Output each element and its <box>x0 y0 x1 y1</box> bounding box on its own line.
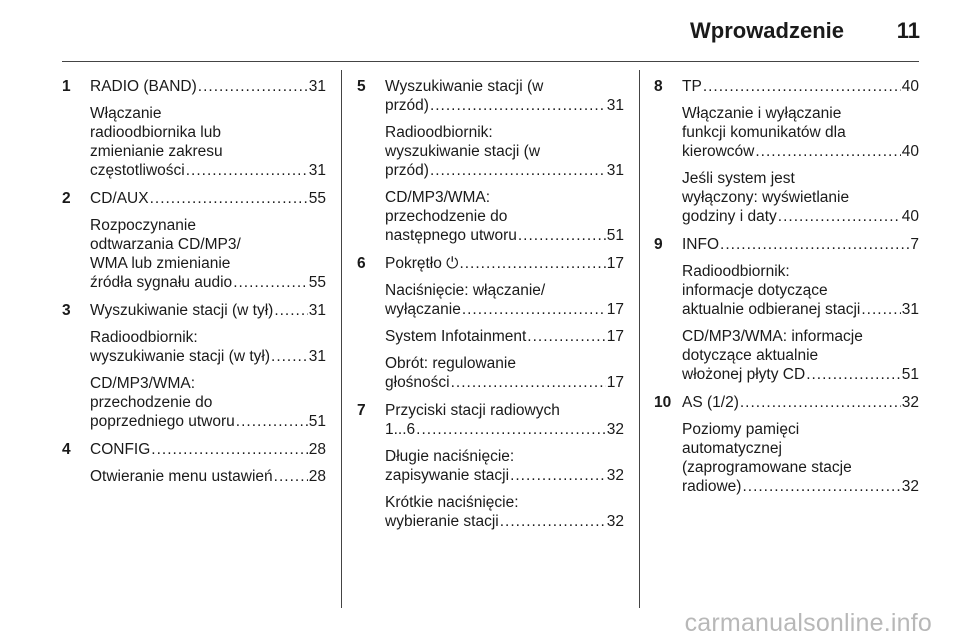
dot-leader <box>151 440 307 459</box>
dot-leader <box>755 142 900 161</box>
row-text-line: dotyczące aktualnie <box>682 347 819 364</box>
page-reference: 40 <box>901 143 919 160</box>
row-text: radiowe) <box>682 478 742 495</box>
row-text-line: Krótkie naciśnięcie: <box>385 494 519 511</box>
dot-leader <box>720 235 909 254</box>
row-text-line: Obrót: regulowanie <box>385 355 516 372</box>
row-text: wyszukiwanie stacji (w tył) <box>90 348 271 365</box>
dot-leader <box>500 512 606 531</box>
row-text-line: funkcji komunikatów dla <box>682 124 846 141</box>
page-header <box>0 0 960 60</box>
row-text: AS (1/2) <box>682 394 739 411</box>
row-text-line: Radioodbiornik: <box>385 124 493 141</box>
index-row <box>385 281 624 319</box>
row-text: aktualnie odbieranej stacji <box>682 301 861 318</box>
row-leader-line <box>385 327 624 346</box>
row-text: wybieranie stacji <box>385 513 499 530</box>
row-text-line: odtwarzania CD/MP3/ <box>90 236 241 253</box>
index-row <box>682 420 919 496</box>
index-row <box>385 354 624 392</box>
index-row <box>682 262 919 319</box>
page-reference: 31 <box>606 162 624 179</box>
index-row <box>90 440 326 459</box>
row-leader-line <box>90 347 326 366</box>
dot-leader <box>430 96 606 115</box>
dot-leader <box>459 254 605 273</box>
index-row <box>90 189 326 208</box>
row-leader-line <box>90 161 326 180</box>
page-reference: 17 <box>606 301 624 318</box>
row-text: 1...6 <box>385 421 416 438</box>
row-text: TP <box>682 78 702 95</box>
row-text-line: radioodbiornika lub <box>90 124 221 141</box>
entry-number: 8 <box>654 78 663 95</box>
dot-leader <box>274 467 308 486</box>
index-entry <box>62 77 326 180</box>
page-reference: 17 <box>606 374 624 391</box>
entry-number: 3 <box>62 302 71 319</box>
row-leader-line <box>90 189 326 208</box>
page-reference: 7 <box>910 236 919 253</box>
index-entry <box>62 301 326 431</box>
row-text-line: Rozpoczynanie <box>90 217 196 234</box>
row-text-line: Włączanie <box>90 105 162 122</box>
row-text-line: WMA lub zmienianie <box>90 255 231 272</box>
row-text: włożonej płyty CD <box>682 366 806 383</box>
watermark-text: carmanualsonline.info <box>684 609 932 637</box>
row-leader-line <box>682 365 919 384</box>
row-leader-line <box>682 235 919 254</box>
row-leader-line <box>90 412 326 431</box>
page-reference: 28 <box>308 468 326 485</box>
index-row <box>682 393 919 412</box>
row-text-line: Radioodbiornik: <box>682 263 790 280</box>
row-text-line: automatycznej <box>682 440 782 457</box>
row-text: Pokrętło ⏻ <box>385 255 459 272</box>
index-row <box>90 77 326 96</box>
index-row <box>682 77 919 96</box>
dot-leader <box>274 301 307 320</box>
page-reference: 51 <box>308 413 326 430</box>
row-text: Wyszukiwanie stacji (w tył) <box>90 302 274 319</box>
page-reference: 55 <box>308 190 326 207</box>
index-row <box>682 104 919 161</box>
row-leader-line <box>682 142 919 161</box>
row-leader-line <box>385 254 624 273</box>
index-entry <box>654 77 919 226</box>
row-leader-line <box>682 300 919 319</box>
index-row <box>385 188 624 245</box>
row-text-line: przechodzenie do <box>385 208 508 225</box>
dot-leader <box>742 477 900 496</box>
dot-leader <box>150 189 308 208</box>
index-entry <box>62 440 326 486</box>
row-leader-line <box>385 300 624 319</box>
row-text: CONFIG <box>90 441 151 458</box>
index-row <box>682 169 919 226</box>
row-text-line: wyłączony: wyświetlanie <box>682 189 850 206</box>
row-text-line: Jeśli system jest <box>682 170 795 187</box>
page-reference: 32 <box>606 467 624 484</box>
entry-number: 2 <box>62 190 71 207</box>
row-leader-line <box>385 373 624 392</box>
index-column-3 <box>654 77 919 496</box>
page-reference: 55 <box>308 274 326 291</box>
dot-leader <box>510 466 606 485</box>
page-reference: 31 <box>901 301 919 318</box>
row-leader-line <box>385 96 624 115</box>
index-row <box>385 493 624 531</box>
dot-leader <box>740 393 901 412</box>
page-reference: 32 <box>606 421 624 438</box>
entry-number: 10 <box>654 394 672 411</box>
row-text: następnego utworu <box>385 227 517 244</box>
page-reference: 32 <box>606 513 624 530</box>
index-row <box>90 328 326 366</box>
row-leader-line <box>90 467 326 486</box>
index-row <box>385 447 624 485</box>
row-leader-line <box>682 77 919 96</box>
index-row <box>385 401 624 439</box>
row-leader-line <box>682 393 919 412</box>
page-number: 11 <box>896 18 920 43</box>
page-reference: 51 <box>901 366 919 383</box>
dot-leader <box>806 365 901 384</box>
dot-leader <box>861 300 900 319</box>
row-text-line: CD/MP3/WMA: <box>385 189 491 206</box>
dot-leader <box>236 412 308 431</box>
page-reference: 31 <box>308 162 326 179</box>
page-reference: 40 <box>901 208 919 225</box>
dot-leader <box>233 273 308 292</box>
entry-number: 4 <box>62 441 71 458</box>
dot-leader <box>416 420 606 439</box>
index-row <box>385 123 624 180</box>
page-reference: 17 <box>606 255 624 272</box>
row-text-line: Poziomy pamięci <box>682 421 800 438</box>
dot-leader <box>186 161 308 180</box>
page-title: Wprowadzenie <box>689 18 844 43</box>
row-text: kierowców <box>682 143 755 160</box>
row-leader-line <box>385 161 624 180</box>
column-divider <box>639 70 640 608</box>
row-text: częstotliwości <box>90 162 185 179</box>
row-text: głośności <box>385 374 450 391</box>
row-text: poprzedniego utworu <box>90 413 235 430</box>
index-row <box>385 327 624 346</box>
dot-leader <box>703 77 901 96</box>
index-row <box>385 254 624 273</box>
index-entry <box>357 254 624 392</box>
index-row <box>90 104 326 180</box>
index-row <box>682 235 919 254</box>
row-leader-line <box>385 466 624 485</box>
row-text: wyłączanie <box>385 301 461 318</box>
index-row <box>385 77 624 115</box>
row-text-line: zmienianie zakresu <box>90 143 223 160</box>
row-leader-line <box>90 273 326 292</box>
row-text: CD/AUX <box>90 190 149 207</box>
row-text: godziny i daty <box>682 208 777 225</box>
row-text-line: informacje dotyczące <box>682 282 828 299</box>
page-reference: 51 <box>606 227 624 244</box>
page-reference: 32 <box>901 394 919 411</box>
entry-number: 1 <box>62 78 71 95</box>
index-row <box>90 467 326 486</box>
row-text-line: Naciśnięcie: włączanie/ <box>385 282 546 299</box>
entry-number: 7 <box>357 402 366 419</box>
row-text-line: Wyszukiwanie stacji (w <box>385 78 544 95</box>
entry-number: 9 <box>654 236 663 253</box>
row-text: Otwieranie menu ustawień <box>90 468 273 485</box>
row-text-line: Radioodbiornik: <box>90 329 198 346</box>
row-text: źródła sygnału audio <box>90 274 233 291</box>
index-entry <box>62 189 326 292</box>
row-text-line: wyszukiwanie stacji (w <box>385 143 541 160</box>
index-entry <box>654 235 919 384</box>
row-leader-line <box>90 440 326 459</box>
row-text-line: przechodzenie do <box>90 394 213 411</box>
column-divider <box>341 70 342 608</box>
row-text: przód) <box>385 97 429 114</box>
dot-leader <box>451 373 606 392</box>
page-reference: 31 <box>308 302 326 319</box>
page-reference: 31 <box>308 348 326 365</box>
page-reference: 31 <box>606 97 624 114</box>
dot-leader <box>430 161 606 180</box>
row-text: RADIO (BAND) <box>90 78 197 95</box>
page-reference: 32 <box>901 478 919 495</box>
index-entry <box>357 77 624 245</box>
page-reference: 17 <box>606 328 624 345</box>
row-text-line: CD/MP3/WMA: <box>90 375 196 392</box>
row-leader-line <box>682 207 919 226</box>
index-row <box>682 327 919 384</box>
index-row <box>90 374 326 431</box>
entry-number: 6 <box>357 255 366 272</box>
row-text: INFO <box>682 236 720 253</box>
dot-leader <box>778 207 901 226</box>
header-divider <box>62 61 919 62</box>
entry-number: 5 <box>357 78 366 95</box>
dot-leader <box>271 347 308 366</box>
index-entry <box>654 393 919 496</box>
dot-leader <box>462 300 606 319</box>
index-column-2 <box>357 77 624 531</box>
row-text-line: Długie naciśnięcie: <box>385 448 515 465</box>
dot-leader <box>518 226 606 245</box>
index-entry <box>357 401 624 531</box>
row-leader-line <box>385 226 624 245</box>
dot-leader <box>198 77 308 96</box>
row-text: System Infotainment <box>385 328 527 345</box>
row-text-line: CD/MP3/WMA: informacje <box>682 328 863 345</box>
row-leader-line <box>385 512 624 531</box>
row-text: przód) <box>385 162 429 179</box>
index-row <box>90 216 326 292</box>
row-text-line: Włączanie i wyłączanie <box>682 105 842 122</box>
index-row <box>90 301 326 320</box>
index-column-1 <box>62 77 326 486</box>
row-leader-line <box>682 477 919 496</box>
page-reference: 40 <box>901 78 919 95</box>
row-text-line: Przyciski stacji radiowych <box>385 402 560 419</box>
page-reference: 28 <box>308 441 326 458</box>
dot-leader <box>527 327 605 346</box>
page-reference: 31 <box>308 78 326 95</box>
row-text-line: (zaprogramowane stacje <box>682 459 852 476</box>
row-leader-line <box>90 77 326 96</box>
row-leader-line <box>385 420 624 439</box>
row-leader-line <box>90 301 326 320</box>
row-text: zapisywanie stacji <box>385 467 510 484</box>
